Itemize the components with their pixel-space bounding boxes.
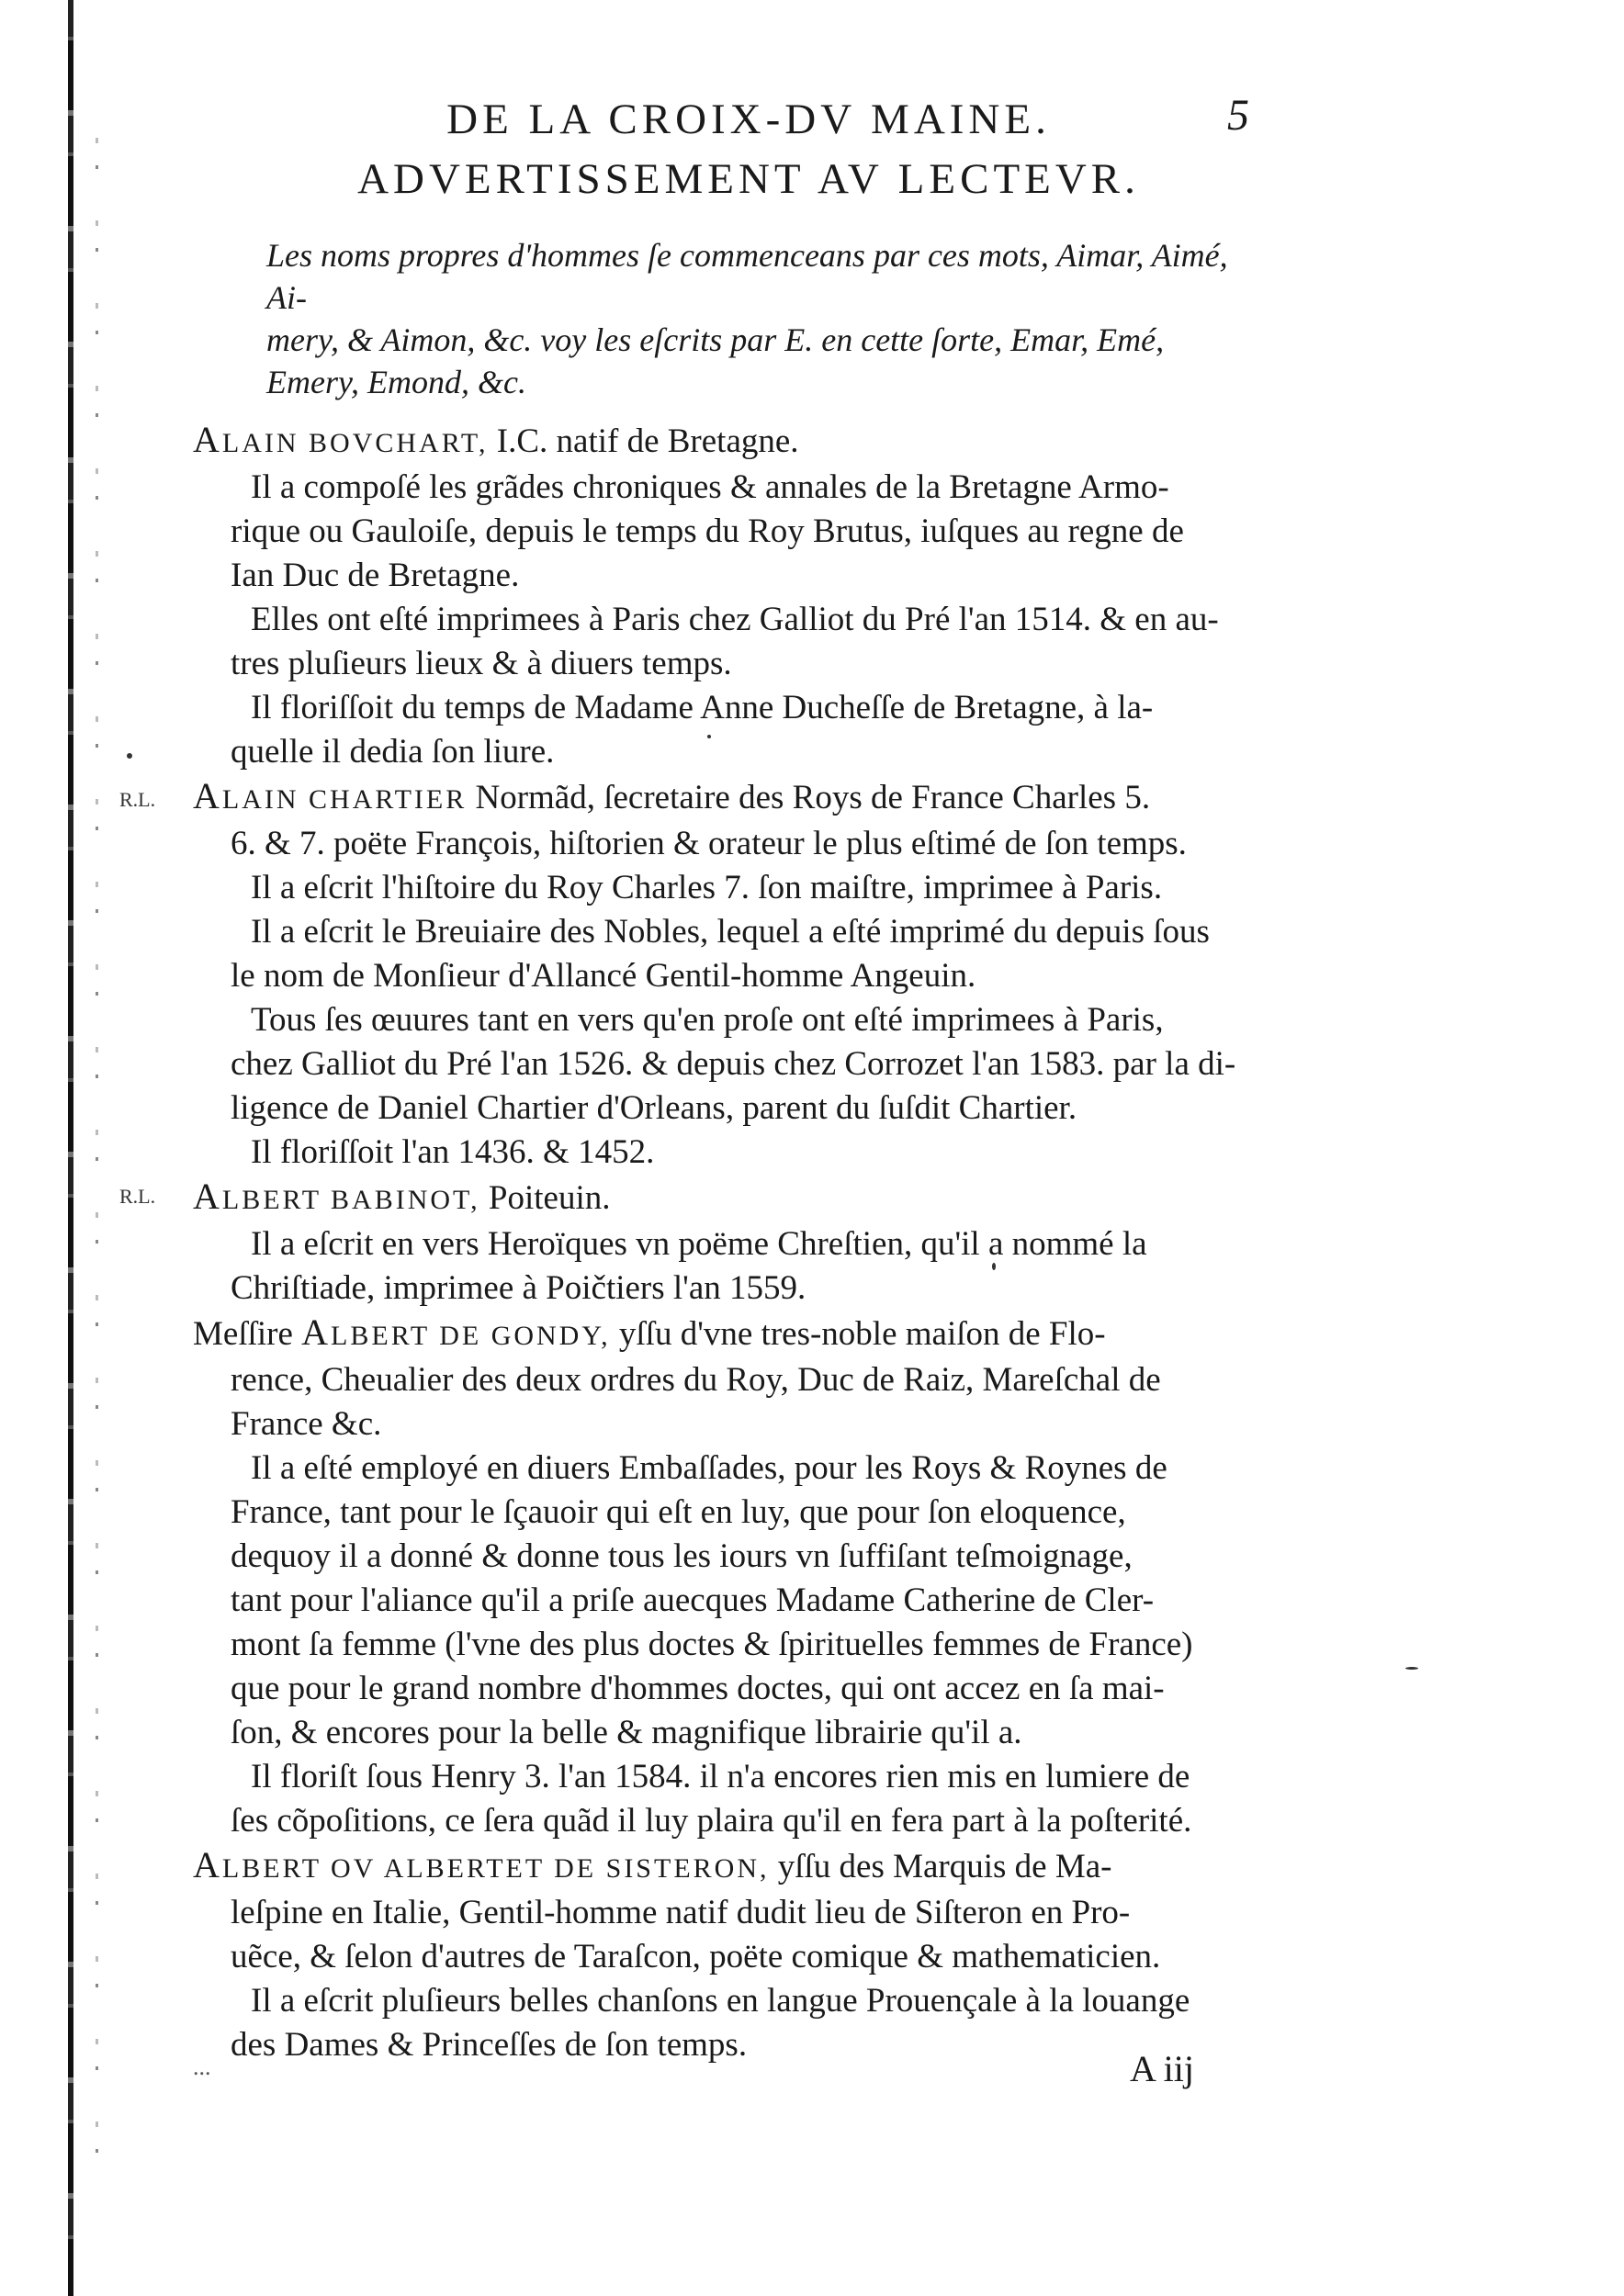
- entry-albertet-de-sisteron: ALBERT OV ALBERTET DE SISTERON, yſſu des Marquis de Ma- leſpine en Italie, Gentil-homme natif dudit lieu de Siſteron en Pro- uẽce, & ſelon d'autres de Taraſcon, poëte comique & mathematicien. Il a eſcrit pluſieurs belles chanſons en langue Prouençale à la louange des Dames & Princeſſes de ſon temps.: [193, 1843, 1240, 2067]
- intro-line: Les noms propres d'hommes ſe commenceans par ces mots, Aimar, Aimé, Ai-: [266, 237, 1228, 316]
- scan-speck: [992, 1263, 996, 1270]
- entry-paragraph: Il floriſſoit du temps de Madame Anne Ducheſſe de Bretagne, à la- quelle il dedia ſon liure.: [231, 689, 1154, 771]
- entry-name: ALBERT BABINOT,: [193, 1176, 480, 1217]
- entry-name: ALAIN CHARTIER: [193, 775, 468, 816]
- entry-paragraph: Il a eſcrit en vers Heroïques vn poëme Chreſtien, qu'il a nommé la Chriſtiade, imprimee à Poičtiers l'an 1559.: [231, 1225, 1147, 1307]
- entry-paragraph: Il a eſcrit pluſieurs belles chanſons en langue Prouençale à la louange des Dames & Princeſſes de ſon temps.: [231, 1982, 1190, 2064]
- scan-speck: [1405, 1667, 1418, 1670]
- entry-paragraph: Tous ſes œuures tant en vers qu'en proſe ont eſté imprimees à Paris, chez Galliot du Pré l'an 1526. & depuis chez Corrozet l'an 1583. par la di- ligence de Daniel Chartier d'Orleans, parent du ſuſdit Chartier.: [231, 1001, 1236, 1127]
- entry-alain-bouchart: ALAIN BOVCHART, I.C. natif de Bretagne. Il a compoſé les grãdes chroniques & annales de la Bretagne Armo- rique ou Gauloiſe, depuis le temps du Roy Brutus, iuſques au regne de Ian Duc de Bretagne. Elles ont eſté imprimees à Paris chez Galliot du Pré l'an 1514. & en au- tres pluſieurs lieux & à diuers temps. Il floriſſoit du temps de Madame Anne Ducheſſe de Bretagne, à la- quelle il dedia ſon liure.: [193, 418, 1240, 774]
- gutter-shadow: [68, 0, 73, 2296]
- entry-head-continuation: 6. & 7. poëte François, hiſtorien & orateur le plus eſtimé de ſon temps.: [231, 825, 1187, 862]
- intro-note: [266, 234, 1249, 403]
- entry-head-continuation: rence, Cheualier des deux ordres du Roy, Duc de Raiz, Mareſchal de France &c.: [231, 1361, 1161, 1443]
- entry-paragraph: Il a eſcrit l'hiſtoire du Roy Charles 7. ſon maiſtre, imprimee à Paris.: [251, 869, 1163, 906]
- intro-line: Emery, Emond, &c.: [266, 364, 526, 400]
- page-number: 5: [1227, 91, 1249, 140]
- entry-alain-chartier: ALAIN CHARTIER Normãd, ſecretaire des Roys de France Charles 5. 6. & 7. poëte François, hiſtorien & orateur le plus eſtimé de ſon temps. Il a eſcrit l'hiſtoire du Roy Charles 7. ſon maiſtre, imprimee à Paris. Il a eſcrit le Breuiaire des Nobles, lequel a eſté imprimé du depuis ſous le nom de Monſieur d'Allancé Gentil-homme Angeuin. Tous ſes œuures tant en vers qu'en proſe ont eſté imprimees à Paris, chez Galliot du Pré l'an 1526. & depuis chez Corrozet l'an 1583. par la di- ligence de Daniel Chartier d'Orleans, parent du ſuſdit Chartier. Il floriſſoit l'an 1436. & 1452.: [193, 774, 1240, 1175]
- margin-annotation: R.L.: [119, 788, 156, 811]
- entry-head-continuation: leſpine en Italie, Gentil-homme natif dudit lieu de Siſteron en Pro- uẽce, & ſelon d'autres de Taraſcon, poëte comique & mathematicien.: [231, 1894, 1161, 1975]
- entries: [193, 418, 1240, 2067]
- entry-paragraph: Il a eſcrit le Breuiaire des Nobles, lequel a eſté imprimé du depuis ſous le nom de Monſieur d'Allancé Gentil-homme Angeuin.: [231, 913, 1210, 995]
- scan-speck: [127, 753, 132, 759]
- section-title: ADVERTISSEMENT AV LECTEVR.: [357, 155, 1140, 203]
- intro-line: mery, & Aimon, &c. voy les eſcrits par E. en cette ſorte, Emar, Emé,: [266, 321, 1165, 358]
- entry-paragraph: Il floriſt ſous Henry 3. l'an 1584. il n'a encores rien mis en lumiere de ſes cõpoſitions, ce ſera quãd il luy plaira qu'il en fera part à la poſterité.: [231, 1758, 1192, 1840]
- entry-paragraph: Il floriſſoit l'an 1436. & 1452.: [251, 1133, 655, 1171]
- entry-name: ALAIN BOVCHART,: [193, 419, 489, 460]
- entry-albert-babinot: ALBERT BABINOT, Poiteuin. Il a eſcrit en vers Heroïques vn poëme Chreſtien, qu'il a nommé la Chriſtiade, imprimee à Poičtiers l'an 1559.: [193, 1175, 1240, 1311]
- entry-paragraph: Elles ont eſté imprimees à Paris chez Galliot du Pré l'an 1514. & en au- tres pluſieurs lieux & à diuers temps.: [231, 601, 1219, 682]
- gutter-noise: [96, 138, 98, 2158]
- scan-speck: [707, 735, 711, 738]
- entry-name: ALBERT DE GONDY,: [301, 1311, 611, 1353]
- catchword-mark: ...: [193, 2054, 211, 2080]
- entry-paragraph: Il a eſté employé en diuers Embaſſades, pour les Roys & Roynes de France, tant pour le ſçauoir qui eſt en luy, que pour ſon eloquence, dequoy il a donné & donne tous les iours vn ſuffiſant teſmoignage, tant pour l'aliance qu'il a priſe auecques Madame Catherine de Cler- mont ſa femme (l'vne des plus doctes & ſpirituelles femmes de France) que pour le grand nombre d'hommes doctes, qui ont accez en ſa mai- ſon, & encores pour la belle & magnifique librairie qu'il a.: [231, 1449, 1193, 1751]
- entry-paragraph: Il a compoſé les grãdes chroniques & annales de la Bretagne Armo- rique ou Gauloiſe, depuis le temps du Roy Brutus, iuſques au regne de Ian Duc de Bretagne.: [231, 468, 1184, 594]
- signature-mark: A iij: [1129, 2048, 1194, 2089]
- binding-gutter: [55, 0, 138, 2296]
- entry-name: ALBERT OV ALBERTET DE SISTERON,: [193, 1844, 770, 1885]
- margin-annotation: R.L.: [119, 1185, 156, 1208]
- running-title: DE LA CROIX-DV MAINE.: [446, 96, 1051, 143]
- entry-albert-de-gondy: Meſſire ALBERT DE GONDY, yſſu d'vne tres-noble maiſon de Flo- rence, Cheualier des deux ordres du Roy, Duc de Raiz, Mareſchal de France &c. Il a eſté employé en diuers Embaſſades, pour les Roys & Roynes de France, tant pour le ſçauoir qui eſt en luy, que pour ſon eloquence, dequoy il a donné & donne tous les iours vn ſuffiſant teſmoignage, tant pour l'aliance qu'il a priſe auecques Madame Catherine de Cler- mont ſa femme (l'vne des plus doctes & ſpirituelles femmes de France) que pour le grand nombre d'hommes doctes, qui ont accez en ſa mai- ſon, & encores pour la belle & magnifique librairie qu'il a. Il floriſt ſous Henry 3. l'an 1584. il n'a encores rien mis en lumiere de ſes cõpoſitions, ce ſera quãd il luy plaira qu'il en fera part à la poſterité.: [193, 1311, 1240, 1843]
